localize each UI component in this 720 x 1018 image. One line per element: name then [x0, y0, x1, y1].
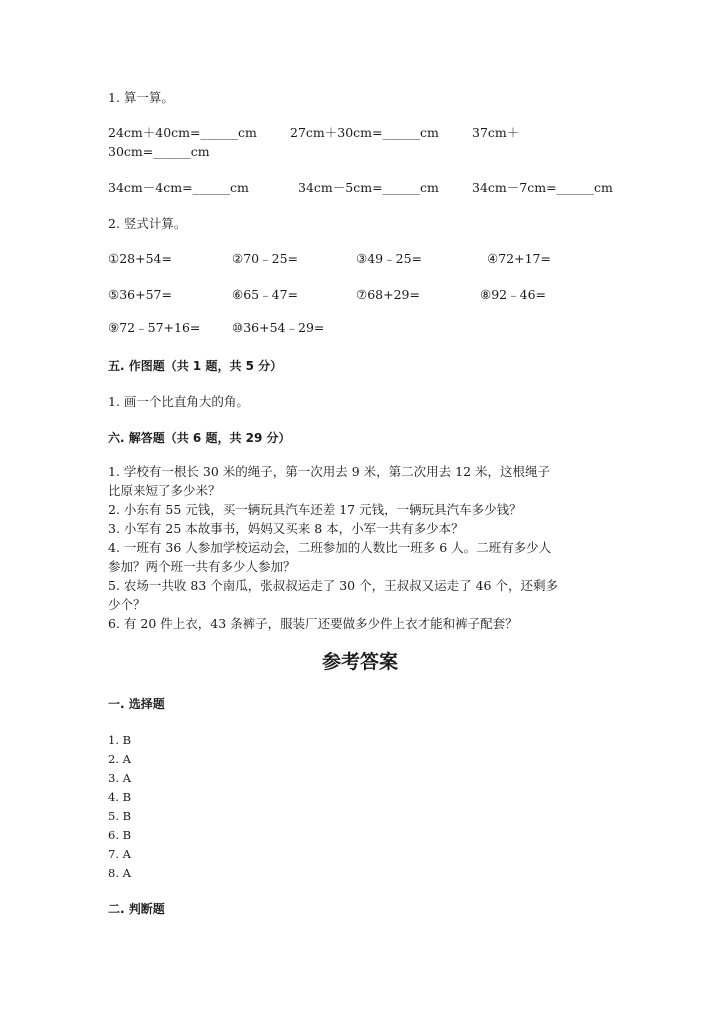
- calc-item: 34cm－7cm=______cm: [472, 180, 613, 195]
- vertical-calc-item: ②70﹣25=: [232, 251, 298, 266]
- answer-item: 8. A: [108, 866, 131, 880]
- answer-item: 5. B: [108, 809, 132, 823]
- vertical-calc-item: ③49﹣25=: [356, 251, 422, 266]
- section5-heading: 五. 作图题（共 1 题，共 5 分）: [108, 359, 283, 373]
- answer-item: 2. A: [108, 752, 131, 766]
- vertical-calc-item: ①28+54=: [108, 251, 172, 266]
- word-problem-line: 参加？两个班一共有多少人参加？: [108, 559, 296, 574]
- calc-item-wrap: 30cm=______cm: [108, 144, 210, 159]
- calc-item: 24cm＋40cm=______cm: [108, 125, 257, 140]
- word-problem-line: 5. 农场一共收 83 个南瓜，张叔叔运走了 30 个，王叔叔又运走了 46 个，还剩多: [108, 578, 558, 593]
- vertical-calc-item: ④72+17=: [487, 251, 551, 266]
- vertical-calc-item: ⑧92﹣46=: [480, 287, 546, 302]
- section5-question: 1. 画一个比直角大的角。: [108, 394, 249, 409]
- answer-item: 6. B: [108, 828, 132, 842]
- vertical-calc-item: ⑩36+54﹣29=: [232, 320, 325, 335]
- word-problem-line: 2. 小东有 55 元钱，买一辆玩具汽车还差 17 元钱，一辆玩具汽车多少钱？: [108, 502, 522, 517]
- calc-item: 34cm－4cm=______cm: [108, 180, 249, 195]
- word-problem-line: 少个？: [108, 597, 146, 612]
- word-problem-line: 比原来短了多少米？: [108, 483, 221, 498]
- section6-heading: 六. 解答题（共 6 题，共 29 分）: [108, 431, 291, 445]
- q2-title: 2. 竖式计算。: [108, 216, 187, 231]
- answer-key-title: 参考答案: [321, 651, 398, 673]
- vertical-calc-item: ⑥65﹣47=: [232, 287, 298, 302]
- answer-item: 4. B: [108, 790, 132, 804]
- word-problem-line: 4. 一班有 36 人参加学校运动会，二班参加的人数比一班多 6 人。二班有多少人: [108, 540, 552, 555]
- answers-section2-heading: 二. 判断题: [108, 902, 165, 916]
- calc-item: 34cm－5cm=______cm: [298, 180, 439, 195]
- answers-section1-heading: 一. 选择题: [108, 697, 165, 711]
- vertical-calc-item: ⑦68+29=: [356, 287, 420, 302]
- vertical-calc-item: ⑨72﹣57+16=: [108, 320, 201, 335]
- calc-item: 37cm＋: [472, 125, 520, 140]
- answer-item: 1. B: [108, 733, 132, 747]
- word-problem-line: 6. 有 20 件上衣，43 条裤子，服装厂还要做多少件上衣才能和裤子配套？: [108, 616, 518, 631]
- word-problem-line: 3. 小军有 25 本故事书，妈妈又买来 8 本，小军一共有多少本？: [108, 521, 464, 536]
- q1-title: 1. 算一算。: [108, 90, 174, 105]
- answer-item: 3. A: [108, 771, 131, 785]
- calc-item: 27cm＋30cm=______cm: [290, 125, 439, 140]
- vertical-calc-item: ⑤36+57=: [108, 287, 172, 302]
- word-problem-line: 1. 学校有一根长 30 米的绳子，第一次用去 9 米，第二次用去 12 米，这根绳子: [108, 464, 551, 479]
- answer-item: 7. A: [108, 847, 131, 861]
